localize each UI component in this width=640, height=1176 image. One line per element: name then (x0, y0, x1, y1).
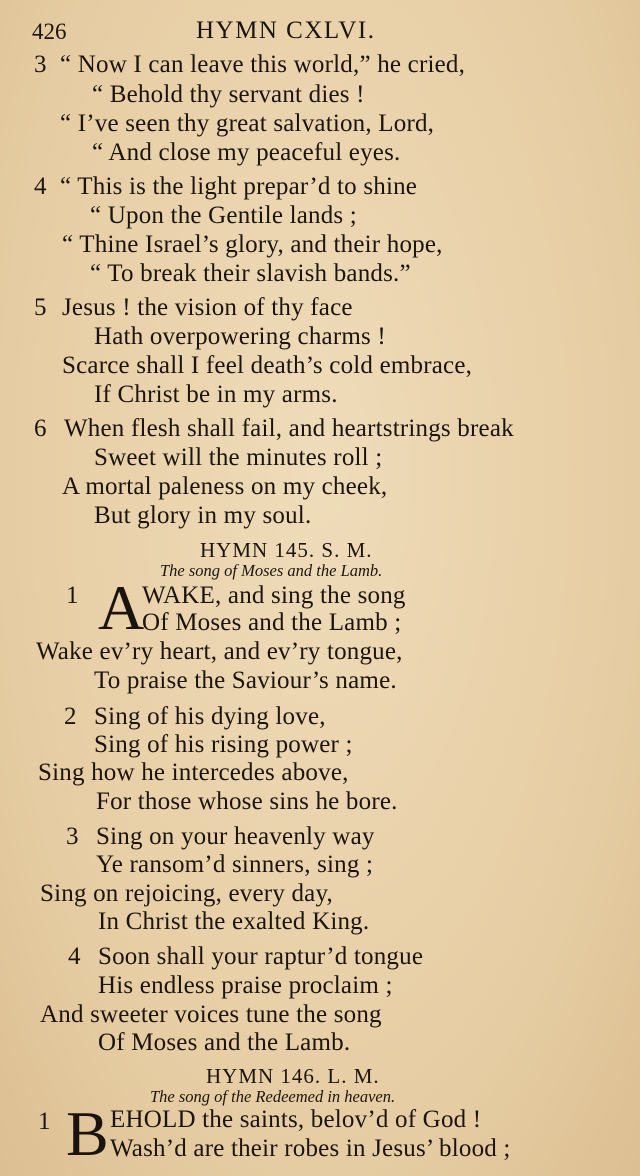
drop-cap: A (98, 572, 145, 643)
stanza-number: 1 (38, 1108, 51, 1135)
verse-line: Sing on rejoicing, every day, (40, 880, 333, 907)
verse-line: Of Moses and the Lamb ; (142, 609, 402, 636)
verse-line: “ I’ve seen thy great salvation, Lord, (60, 110, 435, 137)
stanza-number: 6 (34, 415, 47, 442)
verse-line: Of Moses and the Lamb. (98, 1029, 351, 1056)
verse-line: For those whose sins he bore. (96, 788, 398, 815)
verse-line: To praise the Saviour’s name. (94, 667, 397, 694)
verse-line: EHOLD the saints, belov’d of God ! (110, 1106, 482, 1133)
verse-line: And sweeter voices tune the song (40, 1001, 382, 1028)
verse-line: Wash’d are their robes in Jesus’ blood ; (110, 1135, 511, 1162)
verse-line: Scarce shall I feel death’s cold embrace, (62, 352, 473, 379)
hymn-subtitle: The song of Moses and the Lamb. (160, 561, 383, 580)
verse-line: Ye ransom’d sinners, sing ; (96, 851, 374, 878)
verse-line: But glory in my soul. (94, 502, 312, 529)
stanza-number: 3 (66, 823, 79, 850)
stanza-number: 5 (34, 294, 47, 321)
verse-line: “ Now I can leave this world,” he cried, (60, 51, 466, 78)
verse-line: Wake ev’ry heart, and ev’ry tongue, (36, 638, 403, 665)
page-number: 426 (32, 19, 67, 44)
verse-line: Hath overpowering charms ! (94, 323, 386, 350)
verse-line: When flesh shall fail, and heartstrings break (64, 415, 514, 442)
verse-line: “ Behold thy servant dies ! (92, 81, 365, 108)
stanza-number: 4 (34, 173, 47, 200)
hymn-title: HYMN 146. L. M. (206, 1064, 380, 1088)
verse-line: “ To break their slavish bands.” (90, 260, 411, 287)
verse-line: Sweet will the minutes roll ; (94, 444, 383, 471)
stanza-number: 1 (66, 582, 79, 609)
verse-line: In Christ the exalted King. (98, 908, 370, 935)
verse-line: If Christ be in my arms. (94, 381, 338, 408)
verse-line: “ Thine Israel’s glory, and their hope, (62, 231, 443, 258)
running-title: HYMN CXLVI. (196, 17, 376, 44)
verse-line: His endless praise proclaim ; (98, 972, 393, 999)
verse-line: “ Upon the Gentile lands ; (90, 202, 357, 229)
hymn-title: HYMN 145. S. M. (200, 538, 373, 562)
verse-line: “ This is the light prepar’d to shine (60, 173, 418, 200)
stanza-number: 2 (64, 703, 77, 730)
verse-line: Sing of his rising power ; (94, 731, 353, 758)
hymn-subtitle: The song of the Redeemed in heaven. (150, 1087, 396, 1106)
verse-line: Jesus ! the vision of thy face (62, 294, 353, 321)
verse-line: WAKE, and sing the song (142, 582, 406, 609)
verse-line: Sing how he intercedes above, (38, 759, 349, 786)
verse-line: A mortal paleness on my cheek, (62, 473, 388, 500)
stanza-number: 3 (34, 51, 47, 78)
verse-line: Soon shall your raptur’d tongue (98, 943, 424, 970)
drop-cap: B (66, 1098, 109, 1169)
verse-line: “ And close my peaceful eyes. (92, 139, 401, 166)
verse-line: Sing of his dying love, (94, 703, 326, 730)
stanza-number: 4 (68, 943, 81, 970)
verse-line: Sing on your heavenly way (96, 823, 375, 850)
